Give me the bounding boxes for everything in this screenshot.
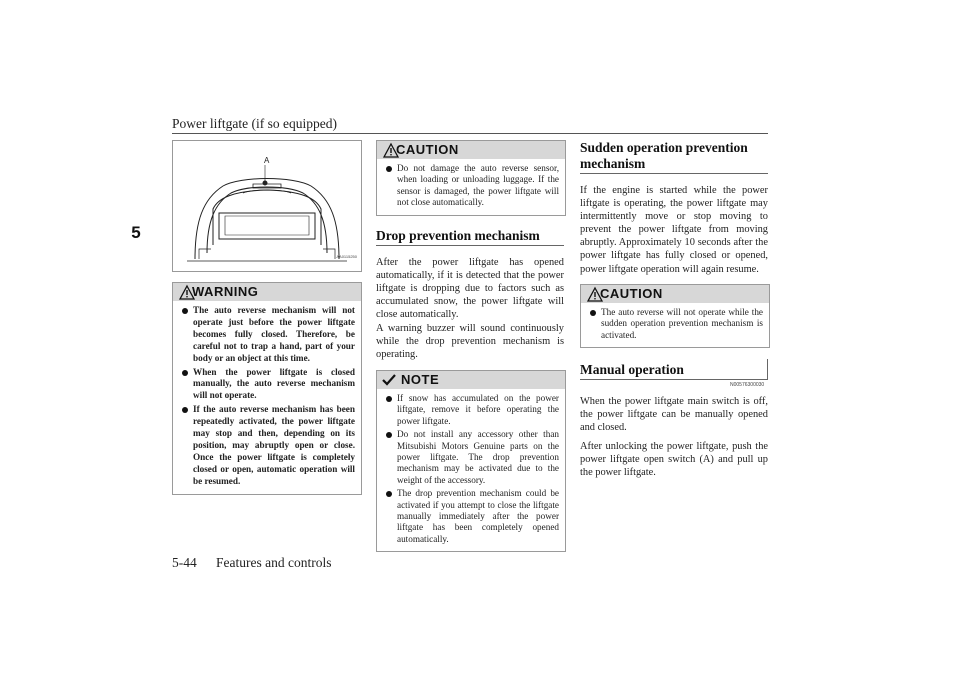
caution-item: The auto reverse will not operate while the sudden operation prevention mechanism is activated. [589, 307, 763, 341]
heading-sudden-line-1: Sudden operation prevention [580, 140, 748, 155]
heading-rule [580, 173, 768, 174]
heading-sudden-line-2: mechanism [580, 156, 646, 171]
warning-item: The auto reverse mechanism will not operate just before the power liftgate becomes fully closed. Therefore, be careful not to trap a hand, part of your body or an object at this time. [181, 305, 355, 365]
caution-header [581, 285, 769, 303]
warning-box [172, 282, 362, 495]
caution-title: CAUTION [600, 286, 663, 301]
caution-header [377, 141, 565, 159]
figure-callout-a: A [264, 156, 270, 165]
caution-box-auto-reverse [376, 140, 566, 216]
drop-paragraph-2: A warning buzzer will sound continuously while the drop prevention mechanism is operating. [376, 323, 564, 361]
note-item: The drop prevention mechanism could be activated if you attempt to close the liftgate manually immediately after the power liftgate has been completely opened automatically. [385, 488, 559, 545]
warning-item: If the auto reverse mechanism has been repeatedly activated, the power liftgate may stop and then, depending on its position, may abruptly open or close. Once the power liftgate is completely closed or open, automatic operation will be resumed. [181, 404, 355, 487]
header-rule [172, 133, 768, 134]
manual-paragraph-1: When the power liftgate main switch is off, the power liftgate can be manually opened and closed. [580, 396, 768, 434]
footer-section: Features and controls [216, 555, 332, 570]
note-box [376, 370, 566, 552]
heading-rule [376, 245, 564, 246]
note-list [377, 389, 565, 551]
heading-tick [767, 359, 768, 379]
heading-sudden-operation [580, 140, 768, 172]
caution-title: CAUTION [396, 142, 459, 157]
warning-header [173, 283, 361, 301]
liftgate-illustration [172, 140, 362, 272]
warning-title: WARNING [192, 284, 259, 299]
warning-list [173, 301, 361, 494]
caution-list [581, 303, 769, 347]
note-item: Do not install any accessory other than Mitsubishi Motors Genuine parts on the power liftgate. The drop prevention mechanism may be activated due to the weight of the accessory. [385, 429, 559, 486]
caution-item: Do not damage the auto reverse sensor, when loading or unloading luggage. If the sensor is damaged, the power liftgate will not close automatically. [385, 163, 559, 209]
heading-drop-prevention: Drop prevention mechanism [376, 228, 540, 243]
caution-list [377, 159, 565, 215]
note-title: NOTE [401, 372, 440, 387]
sudden-paragraph: If the engine is started while the power liftgate is operating, the power liftgate may intermittently move or stop moving to prevent the power liftgate from moving abruptly. Approximately 10 seconds after the power liftgate has fully closed or opened, power liftgate operation will again resume. [580, 185, 768, 275]
manual-paragraph-2: After unlocking the power liftgate, push the power liftgate open switch (A) and pull up the power liftgate. [580, 441, 768, 479]
heading-manual-operation: Manual operation [580, 362, 684, 377]
caution-box-sudden [580, 284, 770, 348]
page-number: 5-44 [172, 555, 197, 570]
note-item: If snow has accumulated on the power liftgate, remove it before operating the power liftgate. [385, 393, 559, 427]
heading-rule [580, 379, 768, 380]
note-header [377, 371, 565, 389]
page-header-title: Power liftgate (if so equipped) [172, 116, 337, 131]
warning-item: When the power liftgate is closed manually, the auto reverse mechanism will not operate. [181, 367, 355, 403]
drop-paragraph-1: After the power liftgate has opened automatically, if it is detected that the power liftgate is dropping due to factors such as accumulated snow, the power liftgate will close automatically. [376, 257, 564, 321]
checkmark-icon [381, 373, 397, 387]
reference-code: N00576300030 [730, 382, 765, 388]
chapter-tab: 5 [128, 222, 144, 244]
figure-code: AA0115250 [336, 254, 357, 259]
